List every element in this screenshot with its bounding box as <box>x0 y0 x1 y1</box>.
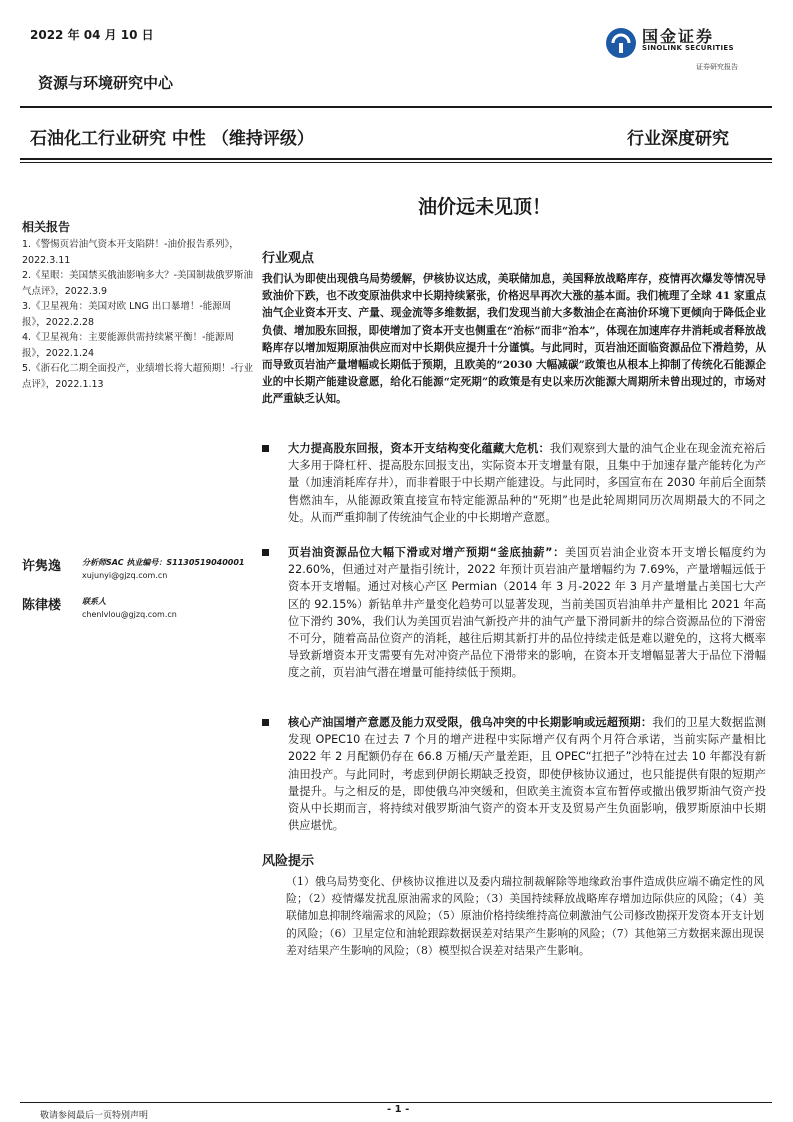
related-report-item[interactable]: 1.《警惕页岩油气资本开支陷阱！-油价报告系列》，2022.3.11 <box>22 239 239 266</box>
research-center: 资源与环境研究中心 <box>38 74 174 92</box>
report-headline: 油价远未见顶！ <box>418 196 552 218</box>
bullet-lead: 核心产油国增产意愿及能力双受限，俄乌冲突的中长期影响或远超预期： <box>288 716 653 729</box>
bullet-shareholder-returns <box>262 440 766 526</box>
page-number: - 1 - <box>387 1104 410 1115</box>
bullet-opec-russia <box>262 714 766 834</box>
title-divider <box>20 158 772 160</box>
industry-rating-title: 石油化工行业研究 中性 （维持评级） <box>30 129 314 149</box>
analyst-email[interactable]: xujunyi@gjzq.com.cn <box>82 571 168 580</box>
related-report-item[interactable]: 4.《卫星视角：主要能源供需持续紧平衡！-能源周报》，2022.1.24 <box>22 332 234 359</box>
footer-divider <box>20 1102 772 1103</box>
related-reports-list <box>22 237 254 392</box>
logo-name-en: SINOLINK SECURITIES <box>642 44 734 52</box>
bullet-text: 美国页岩油企业资本开支增长幅度约为 22.60%，但通过对产量指引统计，2022 年预计页岩油产量增幅约为 7.69%，产量增幅远低于资本开支增幅。通过对核心产区 Permian（2014 年 3 月-2022 年 3 月产量增量占美国七大产区的 92.15%）新钻单井产量变化趋势可以显著发现，当前美国页岩油单井产量相比 2021 年高位下滑约 30%，我们认为美国页岩油气新投产井的油气产量下滑同新井的综合资源品位的下滑密不可分，随着高品位资产的消耗，越往后期其新打井的品位持续走低是难以避免的，这将大概率导致新增资本开支需要有先对冲资产品位下滑带来的影响，在资本开支增幅显著大于品位下滑幅度之前，页岩油气潜在增量可能持续低于预期。 <box>288 546 766 680</box>
header-divider <box>20 106 772 108</box>
related-report-item[interactable]: 5.《浙石化二期全面投产，业绩增长将大超预期！-行业点评》，2022.1.13 <box>22 363 253 390</box>
bullet-text: 我们观察到大量的油气企业在现金流充裕后大多用于降杠杆、提高股东回报支出，实际资本开支增量有限，且集中于加速存量产能转化为产量（加速消耗库存井），而非着眼于中长期产能建设。与此同时，多国宣布在 2030 年前后全面禁售燃油车，从能源政策直接宣布特定能源品种的“死期”也是此轮周期同历次周期最大的不同之处。从而严重抑制了传统油气企业的中长期增产意愿。 <box>288 442 766 524</box>
bullet-lead: 大力提高股东回报，资本开支结构变化蕴藏大危机： <box>288 442 550 455</box>
logo-name-cn: 国金证券 <box>642 27 715 46</box>
bullet-shale-oil <box>262 544 766 682</box>
bullet-square-icon <box>262 445 269 452</box>
risk-text: （1）俄乌局势变化、伊核协议推进以及委内瑞拉制裁解除等地缘政治事件造成供应端不确定性的风险；（2）疫情爆发扰乱原油需求的风险；（3）美国持续释放战略库存增加边际供应的风险；（4）美联储加息抑制终端需求的风险；（5）原油价格持续维持高位刺激油气公司修改勘探开发资本开支计划的风险；（6）卫星定位和油轮跟踪数据误差对结果产生影响的风险；（7）其他第三方数据来源出现误差对结果产生影响的风险；（8）模型拟合误差对结果产生影响。 <box>286 875 764 957</box>
analyst-role: 分析师SAC 执业编号：S1130519040001 <box>82 558 245 567</box>
bullet-square-icon <box>262 549 269 556</box>
company-logo <box>604 24 764 70</box>
related-reports-title: 相关报告 <box>22 220 71 234</box>
footer-disclaimer[interactable]: 敬请参阅最后一页特别声明 <box>40 1111 149 1121</box>
contact-name: 陈律楼 <box>22 598 62 613</box>
title-divider-thin <box>20 162 772 163</box>
view-section-title: 行业观点 <box>262 251 315 266</box>
view-summary: 我们认为即使出现俄乌局势缓解，伊核协议达成，美联储加息，美国释放战略库存，疫情再次爆发等情况导致油价下跌，也不改变原油供求中长期持续紧张，价格迟早再次大涨的基本面。我们梳理了全球 41 家重点油气企业资本开支、产量、现金流等多维数据，我们发现当前大多数油企在高油价环境下更倾向于降低企业负债、增加股东回报，即使增加了资本开支也侧重在“治标”而非“治本”，体现在加速库存井消耗或者释放战略库存以增加短期原油供应而对中长期供应提升十分谨慎。与此同时，页岩油还面临资源品位下滑趋势，从而导致页岩油产量增幅或长期低于预期，且欧美的“2030 大幅减碳”政策也从根本上抑制了传统化石能源企业的中长期产能建设意愿，给化石能源“定死期”的政策是有史以来历次能源大周期所未曾出现过的，市场对此严重缺乏认知。 <box>262 273 766 406</box>
logo-subtitle: 证券研究报告 <box>696 63 738 71</box>
analyst-name: 许隽逸 <box>22 559 62 574</box>
report-date: 2022 年 04 月 10 日 <box>30 28 154 42</box>
bullet-text: 我们的卫星大数据监测发现 OPEC10 在过去 7 个月的增产进程中实际增产仅有两个月符合承诺，当前实际产量相比 2022 年 2 月配额仍存在 66.8 万桶/天产量差距，且 OPEC“扛把子”沙特在过去 10 年都没有新油田投产。与此同时，考虑到伊朗长期缺乏投资，即使伊核协议通过，也只能提供有限的短期产量提升。与之相反的是，即使俄乌冲突缓和，但欧美主流资本宣布暂停或撤出俄罗斯油气资产投资从中长期而言，将持续对俄罗斯油气资产的资本开支及贸易产生负面影响，俄罗斯原油中长期供应堪忧。 <box>288 716 766 833</box>
risk-section-title: 风险提示 <box>262 854 315 869</box>
bullet-lead: 页岩油资源品位大幅下滑或对增产预期“釜底抽薪”： <box>288 546 566 559</box>
related-report-item[interactable]: 2.《星眼：美国禁买俄油影响多大？-美国制裁俄罗斯油气点评》，2022.3.9 <box>22 270 253 297</box>
sinolink-logo-icon <box>604 26 638 60</box>
related-report-item[interactable]: 3.《卫星视角：美国对欧 LNG 出口暴增！-能源周报》，2022.2.28 <box>22 301 232 328</box>
contact-role: 联系人 <box>82 597 106 606</box>
report-type: 行业深度研究 <box>627 129 729 149</box>
contact-email[interactable]: chenlvlou@gjzq.com.cn <box>82 610 177 619</box>
bullet-square-icon <box>262 719 269 726</box>
